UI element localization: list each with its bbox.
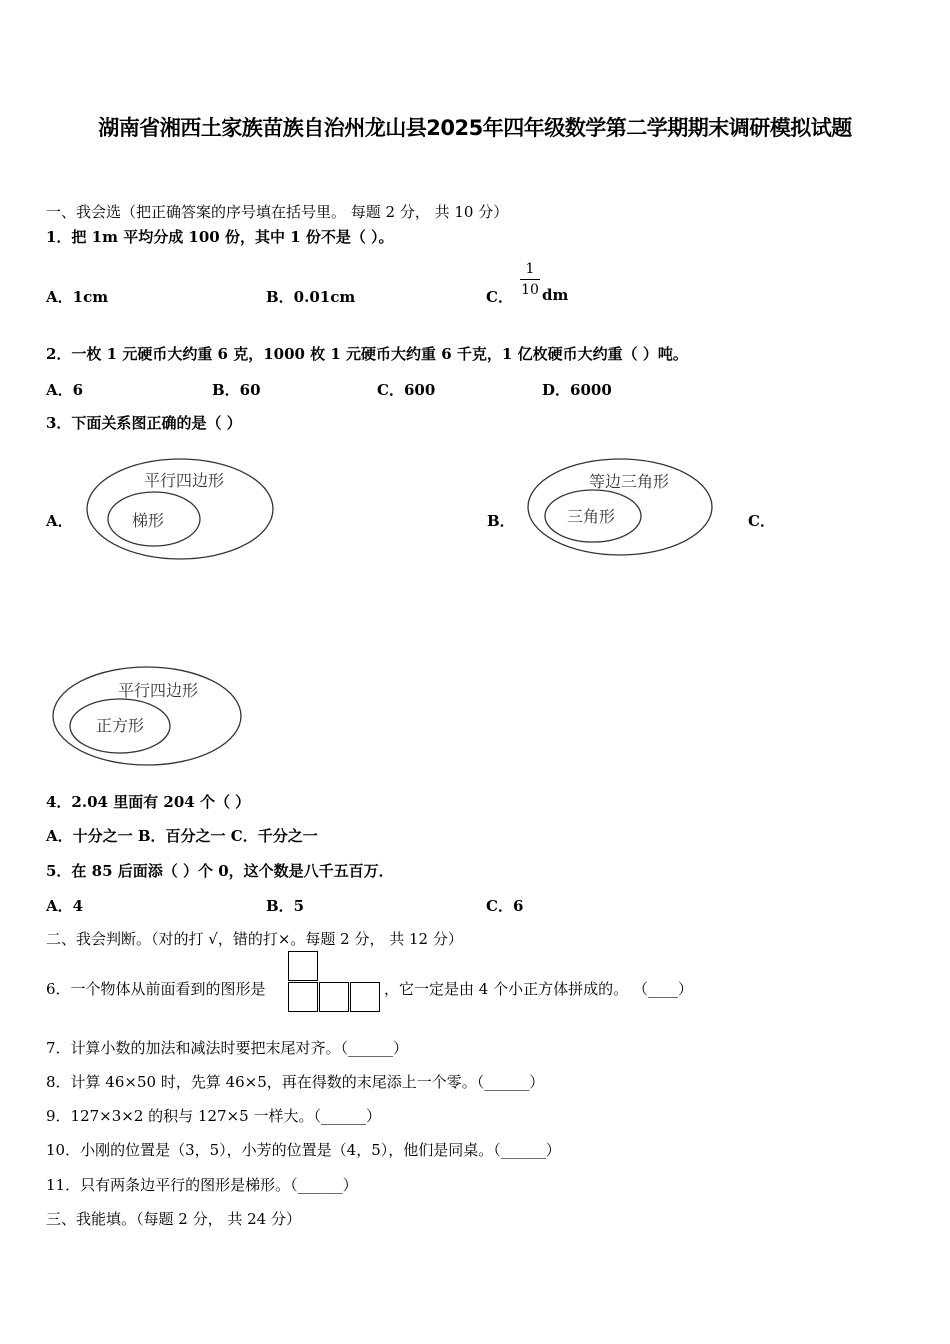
square <box>350 982 380 1012</box>
q6-suffix: ，它一定是由 4 个小正方体拼成的。 （____） <box>384 980 693 998</box>
q2-option-c: C．600 <box>377 381 436 399</box>
q5-option-b: B．5 <box>266 897 305 915</box>
outer-label: 平行四边形 <box>117 681 199 700</box>
q2-stem: 2．一枚 1 元硬币大约重 6 克，1000 枚 1 元硬币大约重 6 千克，1 亿枚硬币大约重（ ）吨。 <box>46 345 688 363</box>
inner-label: 梯形 <box>131 511 165 530</box>
q9: 9．127×3×2 的积与 127×5 一样大。（______） <box>46 1107 381 1125</box>
q5-stem: 5．在 85 后面添（ ）个 0，这个数是八千五百万． <box>46 862 394 880</box>
q3-diagram-b <box>525 455 719 559</box>
q6-front-view-figure <box>288 951 382 1014</box>
fraction-numerator: 1 <box>525 261 535 277</box>
page-title: 湖南省湘西土家族苗族自治州龙山县2025年四年级数学第二学期期末调研模拟试题 <box>98 116 852 140</box>
section-3-header: 三、我能填。（每题 2 分， 共 24 分） <box>46 1210 301 1228</box>
fraction-denominator: 10 <box>521 282 539 298</box>
section-1-header: 一、我会选（把正确答案的序号填在括号里。 每题 2 分， 共 10 分） <box>46 203 509 221</box>
q1-option-c-unit: dm <box>542 286 569 304</box>
square <box>319 982 349 1012</box>
q1-option-a: A．1cm <box>46 288 109 306</box>
q4-stem: 4．2.04 里面有 204 个（ ） <box>46 793 251 811</box>
q8: 8．计算 46×50 时，先算 46×5，再在得数的末尾添上一个零。（______） <box>46 1073 545 1091</box>
outer-label: 平行四边形 <box>143 471 225 490</box>
q10: 10．小刚的位置是（3，5），小芳的位置是（4，5），他们是同桌。（______） <box>46 1141 561 1159</box>
q3-option-b: B． <box>487 512 515 530</box>
q2-option-a: A．6 <box>46 381 84 399</box>
q1-option-c-prefix: C． <box>486 288 513 306</box>
q2-option-b: B．60 <box>212 381 261 399</box>
outer-label: 等边三角形 <box>588 472 670 491</box>
q6-prefix: 6．一个物体从前面看到的图形是 <box>46 980 266 998</box>
q5-option-a: A．4 <box>46 897 84 915</box>
q2-option-d: D．6000 <box>542 381 612 399</box>
q4-options: A．十分之一 B．百分之一 C．千分之一 <box>46 827 318 845</box>
q3-option-c: C． <box>748 512 775 530</box>
q3-option-a: A． <box>46 512 73 530</box>
inner-label: 三角形 <box>566 507 616 526</box>
q1-option-b: B．0.01cm <box>266 288 356 306</box>
section-2-header: 二、我会判断。（对的打 √，错的打×。每题 2 分， 共 12 分） <box>46 930 463 948</box>
q3-diagram-a <box>84 455 278 563</box>
q11: 11．只有两条边平行的图形是梯形。（______） <box>46 1176 358 1194</box>
q3-stem: 3．下面关系图正确的是（ ） <box>46 414 242 432</box>
q1-option-c-fraction <box>516 261 544 298</box>
square <box>288 951 318 981</box>
fraction-bar <box>520 279 540 280</box>
q5-option-c: C．6 <box>486 897 524 915</box>
q3-diagram-c <box>50 664 246 770</box>
square <box>288 982 318 1012</box>
q1-stem: 1．把 1m 平均分成 100 份，其中 1 份不是（ ）。 <box>46 228 394 246</box>
q7: 7．计算小数的加法和减法时要把末尾对齐。（______） <box>46 1039 409 1057</box>
inner-label: 正方形 <box>95 716 145 735</box>
